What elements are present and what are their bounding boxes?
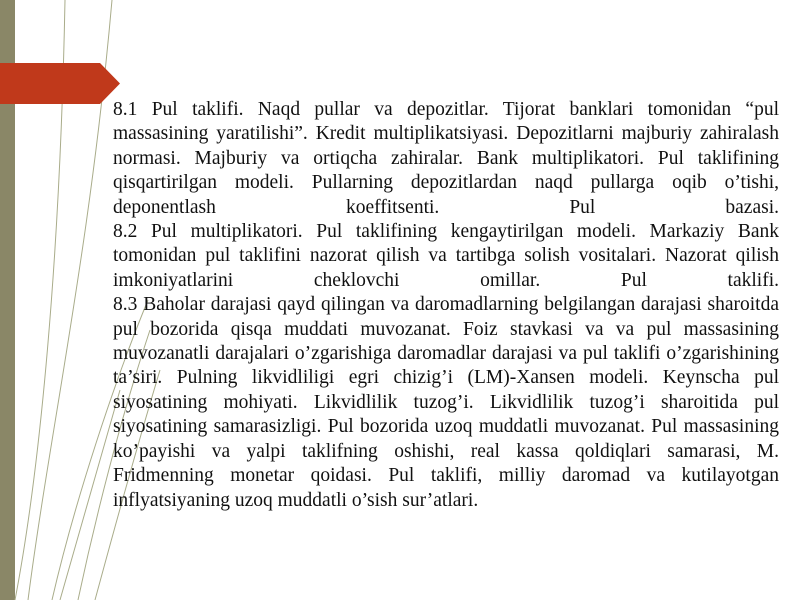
section-8-1: 8.1 Pul taklifi. Naqd pullar va depozitlar. Tijorat banklari tomonidan “pul massasining yaratilishi”. Kredit multiplikatsiyasi. Depozitlarni majburiy zahiralash normasi. Majburiy va ortiqcha zahiralar. Bank multiplikatori. Pul taklifining qisqartirilgan modeli. Pullarning depozitlardan naqd pullarga oqib o’tishi, deponentlash koeffitsenti. Pul bazasi. <box>113 99 779 218</box>
section-8-3: 8.3 Baholar darajasi qayd qilingan va daromadlarning belgilangan darajasi sharoitda pul bozorida qisqa muddati muvozanat. Foiz stavkasi va va pul massasining muvozanatli darajalari o’zgarishiga daromadlar darajasi va pul taklifi o’zgarishining ta’siri. Pulning likvidliligi egri chizig’i (LM)-Xansen modeli. Keynscha pul siyosatining mohiyati. Likvidlilik tuzog’i. Likvidlilik tuzog’i sharoitida pul siyosatining samarasizligi. Pul bozorida uzoq muddatli muvozanat. Pul massasining ko’payishi va yalpi taklifning oshishi, real kassa qoldiqlari samarasi, M. Fridmenning monetar qoidasi. Pul taklifi, milliy daromad va kutilayotgan inflyatsiyaning uzoq muddatli o’sish sur’atlari. <box>113 294 779 511</box>
body-text <box>113 98 779 513</box>
deco-line <box>60 390 120 600</box>
title-banner-shape <box>0 63 120 104</box>
section-8-2: 8.2 Pul multiplikatori. Pul taklifining kengaytirilgan modeli. Markaziy Bank tomonidan pul taklifini nazorat qilish va tartibga solish vositalari. Nazorat qilish imkoniyatlarini cheklovchi omillar. Pul taklifi. <box>113 221 779 291</box>
